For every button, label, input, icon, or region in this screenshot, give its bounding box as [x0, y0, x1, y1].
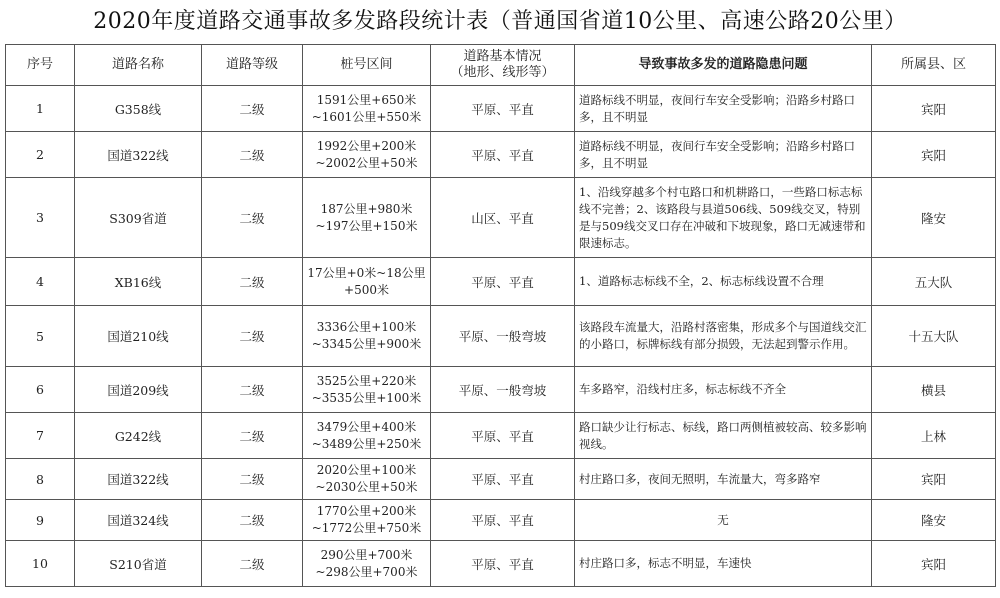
header-index: 序号 — [6, 45, 75, 86]
cell-road-name: 国道322线 — [75, 132, 202, 178]
cell-stake-range — [303, 500, 431, 541]
table-row — [6, 413, 996, 459]
cell-road-grade: 二级 — [202, 178, 303, 258]
stake-range-start: 3336公里+100米 — [316, 320, 417, 334]
cell-road-name: 国道209线 — [75, 367, 202, 413]
accident-hotspot-table — [5, 44, 996, 587]
cell-index: 2 — [6, 132, 75, 178]
cell-county: 宾阳 — [872, 541, 996, 587]
cell-terrain: 山区、平直 — [431, 178, 575, 258]
cell-stake-range — [303, 367, 431, 413]
cell-road-grade: 二级 — [202, 132, 303, 178]
cell-road-grade: 二级 — [202, 541, 303, 587]
cell-hazard: 道路标线不明显，夜间行车安全受影响；沿路乡村路口多，且不明显 — [575, 86, 872, 132]
header-county: 所属县、区 — [872, 45, 996, 86]
cell-hazard: 道路标线不明显，夜间行车安全受影响；沿路乡村路口多，且不明显 — [575, 132, 872, 178]
cell-hazard: 路口缺少让行标志、标线，路口两侧植被较高、较多影响视线。 — [575, 413, 872, 459]
cell-stake-range: 17公里+0米~18公里+500米 — [303, 258, 431, 306]
cell-road-grade: 二级 — [202, 86, 303, 132]
stake-range-start: 1770公里+200米 — [316, 504, 417, 518]
cell-road-grade: 二级 — [202, 306, 303, 367]
cell-road-name: G358线 — [75, 86, 202, 132]
header-road-basic — [431, 45, 575, 86]
stake-range-end: ~2002公里+50米 — [315, 155, 418, 170]
cell-hazard: 1、道路标志标线不全，2、标志标线设置不合理 — [575, 258, 872, 306]
table-row — [6, 178, 996, 258]
cell-county: 十五大队 — [872, 306, 996, 367]
cell-road-name: XB16线 — [75, 258, 202, 306]
table-row — [6, 258, 996, 306]
cell-terrain: 平原、一般弯坡 — [431, 367, 575, 413]
table-row — [6, 306, 996, 367]
cell-stake-range — [303, 459, 431, 500]
table-row — [6, 132, 996, 178]
cell-road-grade: 二级 — [202, 258, 303, 306]
stake-range-start: 3479公里+400米 — [316, 419, 417, 434]
cell-terrain: 平原、平直 — [431, 459, 575, 500]
cell-road-grade: 二级 — [202, 413, 303, 459]
stake-range-end: ~3535公里+100米 — [311, 390, 422, 405]
cell-index: 9 — [6, 500, 75, 541]
cell-index: 6 — [6, 367, 75, 413]
cell-hazard: 车多路窄，沿线村庄多，标志标线不齐全 — [575, 367, 872, 413]
cell-hazard: 无 — [575, 500, 872, 541]
header-road-name: 道路名称 — [75, 45, 202, 86]
header-hazards: 导致事故多发的道路隐患问题 — [575, 45, 872, 86]
cell-road-grade: 二级 — [202, 367, 303, 413]
cell-county: 隆安 — [872, 178, 996, 258]
cell-road-name: G242线 — [75, 413, 202, 459]
header-road-grade: 道路等级 — [202, 45, 303, 86]
cell-road-name: S309省道 — [75, 178, 202, 258]
cell-index: 4 — [6, 258, 75, 306]
cell-stake-range — [303, 86, 431, 132]
stake-range-start: 2020公里+100米 — [316, 463, 417, 477]
header-row — [6, 45, 996, 86]
cell-county: 宾阳 — [872, 459, 996, 500]
cell-terrain: 平原、平直 — [431, 132, 575, 178]
header-stake-range: 桩号区间 — [303, 45, 431, 86]
table-row — [6, 367, 996, 413]
cell-county: 隆安 — [872, 500, 996, 541]
cell-terrain: 平原、平直 — [431, 500, 575, 541]
stake-range-start: 1591公里+650米 — [316, 92, 417, 107]
stake-range-end: ~3345公里+900米 — [311, 337, 422, 351]
cell-terrain: 平原、一般弯坡 — [431, 306, 575, 367]
stake-range-end: ~2030公里+50米 — [315, 480, 418, 494]
header-road-basic-line2: （地形、线形等） — [450, 65, 555, 80]
cell-road-grade: 二级 — [202, 459, 303, 500]
table-row — [6, 500, 996, 541]
cell-stake-range — [303, 413, 431, 459]
table-row — [6, 459, 996, 500]
cell-county: 五大队 — [872, 258, 996, 306]
stake-range-start: 3525公里+220米 — [316, 373, 417, 388]
cell-road-name: S210省道 — [75, 541, 202, 587]
cell-hazard: 村庄路口多，标志不明显，车速快 — [575, 541, 872, 587]
table-title: 2020年度道路交通事故多发路段统计表（普通国省道10公里、高速公路20公里） — [93, 9, 907, 34]
cell-index: 7 — [6, 413, 75, 459]
cell-hazard: 该路段车流量大，沿路村落密集，形成多个与国道线交汇的小路口，标牌标线有部分损毁，无法起到警示作用。 — [575, 306, 872, 367]
cell-hazard: 1、沿线穿越多个村屯路口和机耕路口，一些路口标志标线不完善；2、该路段与县道506线、509线交叉，特别是与509线交叉口存在冲破和下坡现象，路口无减速带和限速标志。 — [575, 178, 872, 258]
cell-road-name: 国道324线 — [75, 500, 202, 541]
cell-county: 宾阳 — [872, 132, 996, 178]
cell-stake-range — [303, 541, 431, 587]
table-row — [6, 541, 996, 587]
cell-stake-range — [303, 132, 431, 178]
cell-road-name: 国道322线 — [75, 459, 202, 500]
cell-index: 3 — [6, 178, 75, 258]
cell-hazard: 村庄路口多，夜间无照明，车流量大，弯多路窄 — [575, 459, 872, 500]
cell-stake-range — [303, 178, 431, 258]
cell-county: 横县 — [872, 367, 996, 413]
cell-index: 5 — [6, 306, 75, 367]
cell-terrain: 平原、平直 — [431, 413, 575, 459]
stake-range-end: ~1601公里+550米 — [311, 109, 422, 124]
cell-index: 8 — [6, 459, 75, 500]
cell-road-name: 国道210线 — [75, 306, 202, 367]
header-road-basic-line1: 道路基本情况 — [463, 49, 542, 64]
stake-range-end: ~197公里+150米 — [315, 218, 418, 233]
stake-range-end: ~3489公里+250米 — [311, 436, 422, 451]
cell-road-grade: 二级 — [202, 500, 303, 541]
cell-index: 1 — [6, 86, 75, 132]
cell-county: 宾阳 — [872, 86, 996, 132]
cell-terrain: 平原、平直 — [431, 86, 575, 132]
cell-terrain: 平原、平直 — [431, 541, 575, 587]
cell-index: 10 — [6, 541, 75, 587]
table-row — [6, 86, 996, 132]
cell-terrain: 平原、平直 — [431, 258, 575, 306]
stake-range-end: ~298公里+700米 — [315, 564, 418, 579]
stake-range-start: 187公里+980米 — [320, 201, 413, 216]
stake-range-end: ~1772公里+750米 — [311, 521, 422, 535]
cell-stake-range — [303, 306, 431, 367]
cell-county: 上林 — [872, 413, 996, 459]
stake-range-start: 1992公里+200米 — [316, 138, 417, 153]
stake-range-start: 290公里+700米 — [320, 547, 413, 562]
